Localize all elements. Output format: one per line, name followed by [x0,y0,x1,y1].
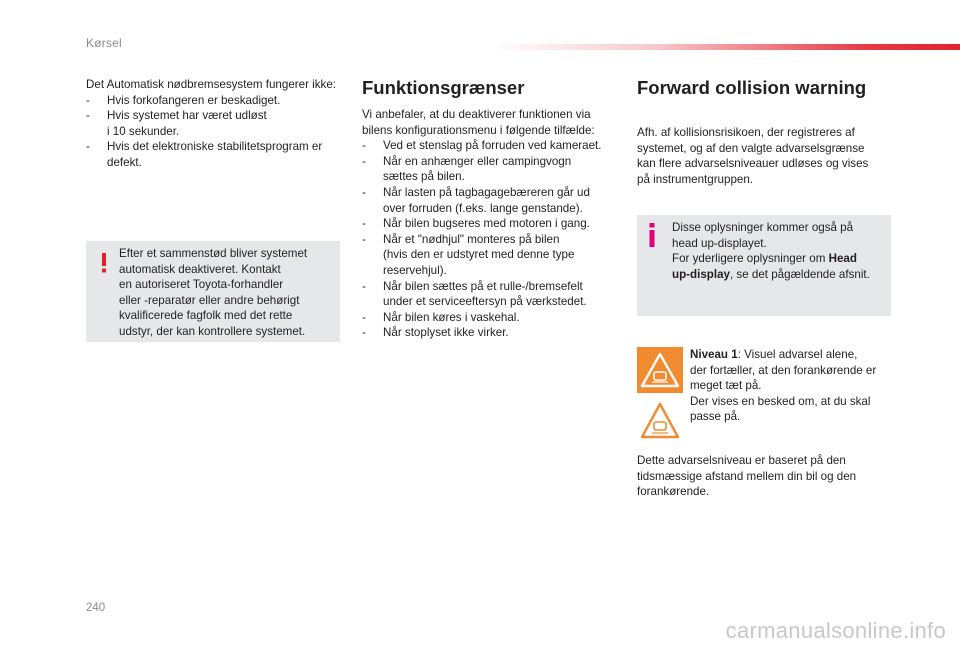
level-note: Dette advarselsniveau er baseret på den tidsmæssige afstand mellem din bil og den forankørende. [637,454,857,499]
list-item: - Når en anhænger eller campingvogn sættes på bilen. [362,154,572,184]
list-item: - Hvis det elektroniske stabilitetsprogram er defekt. [86,140,323,169]
watermark: carmanualsonline.info [725,618,946,643]
section-title: Kørsel [86,36,122,50]
info-text: Disse oplysninger kommer også på head up-displayet. For yderligere oplysninger om Head up-display, se det pågældende afsnit. [672,221,870,281]
warning-box [86,241,340,342]
col2-intro: Vi anbefaler, at du deaktiverer funktionen via bilens konfigurationsmenu i følgende tilfælde: [362,108,595,137]
list-item: - Hvis systemet har været udløst i 10 sekunder. [86,109,267,138]
list-item: - Når bilen sættes på et rulle-/bremsefelt under et serviceeftersyn på værkstedet. [362,279,587,309]
column-2 [362,77,624,341]
heading-forward-collision-warning: Forward collision warning [637,77,867,98]
list-item: - Når lasten på tagbagagebæreren går ud over forruden (f.eks. lange genstande). [362,185,590,215]
list-item: - Hvis forkofangeren er beskadiget. [86,93,281,107]
column-1 [86,77,341,171]
exclamation-icon [99,253,109,273]
forward-collision-warning-outline-icon [640,402,680,440]
heading-funktionsgraenser: Funktionsgrænser [362,77,525,98]
list-item: - Når bilen bugseres med motoren i gang. [362,217,590,231]
info-box [637,215,891,316]
page-number: 240 [86,602,106,614]
header-accent-bar [490,44,960,50]
info-icon [647,223,657,247]
warning-text: Efter et sammenstød bliver systemet automatisk deaktiveret. Kontakt en autoriseret Toyota-forhandler eller -reparatør eller andre behørigt kvalificerede fagfolk med det rette udstyr, der kan kontrollere systemet. [119,247,308,338]
column-3 [637,77,897,187]
list-item: - Ved et stenslag på forruden ved kameraet. [362,139,602,153]
forward-collision-warning-icon [637,347,683,393]
list-item: - Når stoplyset ikke virker. [362,326,509,340]
col3-intro: Afh. af kollisionsrisikoen, der registreres af systemet, og af den valgte advarselsgrænse kan flere advarselsniveauer udløses og vises på instrumentgruppen. [637,126,869,186]
col2-list [362,138,624,341]
list-item: - Når et "nødhjul" monteres på bilen (hvis den er udstyret med denne type reservehjul). [362,232,575,277]
col1-intro: Det Automatisk nødbremsesystem fungerer ikke: [86,78,337,91]
col1-list [86,93,341,171]
list-item: - Når bilen køres i vaskehal. [362,310,520,324]
level-1-description: Niveau 1: Visuel advarsel alene, der fortæller, at den forankørende er meget tæt på. Der vises en besked om, at du skal passe på. [690,348,877,424]
